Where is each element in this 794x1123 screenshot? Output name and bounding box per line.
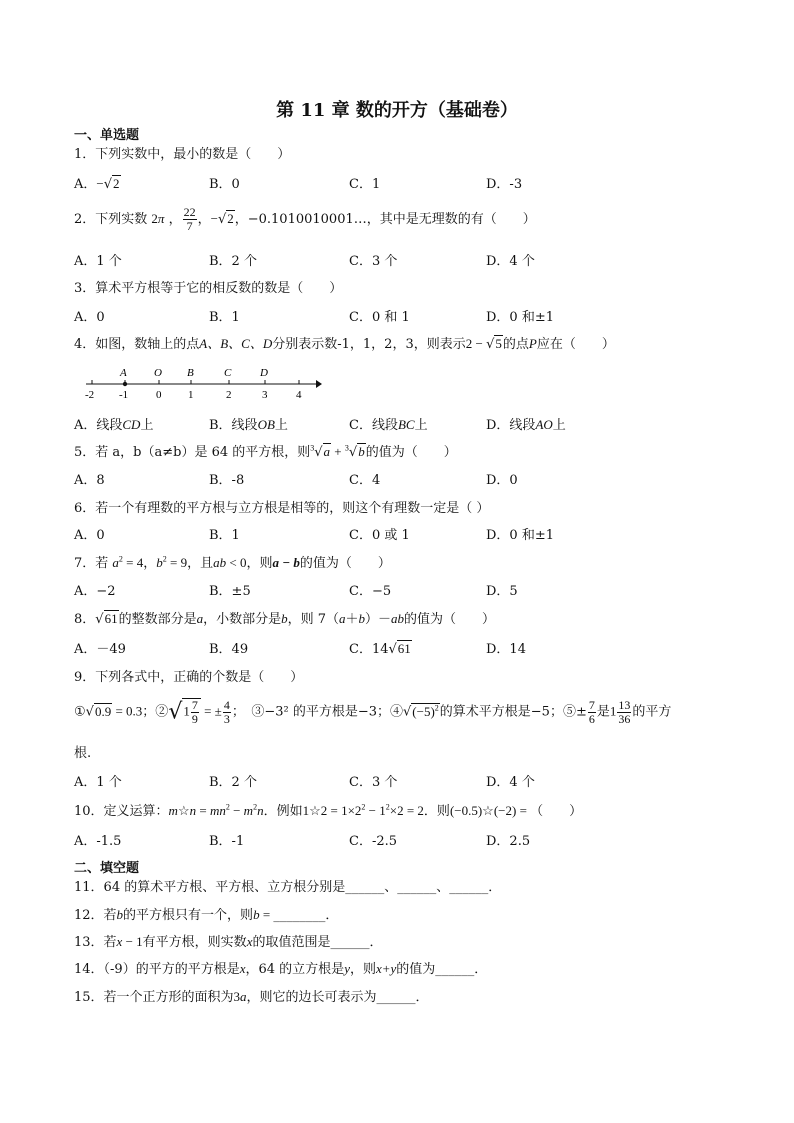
question-3-stem: 3．算术平方根等于它的相反数的数是（ ） [74,281,343,296]
q5-option-b: B．-8 [209,473,245,488]
point-label: D [260,367,268,379]
page-title: 第 11 章 数的开方（基础卷） [276,100,518,121]
q4-option-c: C．线段BC上 [349,417,428,433]
q2-option-a: A．1 个 [74,254,122,269]
q7-option-b: B．±5 [209,584,251,599]
question-9-continuation: 根. [74,746,92,761]
point-label: B [187,367,194,379]
point-label: A [120,367,127,379]
q2-option-d: D．4 个 [486,254,535,269]
point-a-dot [123,382,127,386]
q1-option-a: A．−√2 [74,176,120,192]
question-9-statements: ①√0.9 = 0.3；②√1 $\frac{7}{9}$ = ± $\frac{4}{3}$ ； ③−3² 的平方根是−3；$④√(-5)^2$的算术平方根是−5；⑤± $\frac{7}{6}$ 是1 $\frac{13}{36}$ 的平方 [74,697,672,726]
q6-option-b: B．1 [209,528,240,543]
q8-option-a: A．－49 [74,642,126,657]
number-line-figure [84,364,324,404]
tick-label: 4 [296,389,302,401]
q6-option-a: A．0 [74,528,105,543]
question-6-stem: 6．若一个有理数的平方根与立方根是相等的，则这个有理数一定是（ ） [74,501,490,516]
q6-option-c: C．0 或 1 [349,528,410,543]
q9-option-b: B．2 个 [209,775,257,790]
q5-option-d: D．0 [486,473,518,488]
q10-option-b: B．-1 [209,834,245,849]
tick-label: 2 [226,389,232,401]
point-label: C [224,367,232,379]
question-7-stem: 7．若 $a^2 = 4$，$b^2 = 9$，且ab < 0，则a − b的值为（ ） [74,554,391,571]
q7-option-d: D．5 [486,584,518,599]
question-14-stem: 14．（-9）的平方的平方根是x，64 的立方根是y，则x+y的值为______． [74,961,488,977]
q9-option-a: A．1 个 [74,775,122,790]
q10-option-d: D．2.5 [486,834,531,849]
q9-option-c: C．3 个 [349,775,398,790]
q5-option-a: A．8 [74,473,105,488]
question-5-stem: 5．若 a，b（a≠b）是 64 的平方根，则$^3$√a + $^3$√b的值为（ ） [74,443,457,460]
question-9-stem: 9．下列各式中，正确的个数是（ ） [74,670,304,685]
q4-option-d: D．线段AO上 [486,417,566,433]
q1-option-b: B．0 [209,177,240,192]
question-1-stem: 1．下列实数中，最小的数是（ ） [74,147,291,162]
q7-option-c: C．−5 [349,584,392,599]
q2-option-c: C．3 个 [349,254,398,269]
q8-option-d: D．14 [486,642,526,657]
question-12-stem: 12．若b的平方根只有一个，则b = ________． [74,907,339,923]
section-single-choice: 一、单选题 [74,128,140,143]
tick-label: -1 [119,389,129,401]
question-13-stem: 13．若x − 1有平方根，则实数x的取值范围是______． [74,934,383,950]
q1-option-c: C．1 [349,177,381,192]
q3-option-b: B．1 [209,310,240,325]
q3-option-c: C．0 和 1 [349,310,410,325]
question-8-stem: 8．√61的整数部分是a，小数部分是b，则 7（a＋b）－ab的值为（ ） [74,611,496,627]
section-fill-blank: 二、填空题 [74,861,140,876]
q3-option-d: D．0 和±1 [486,310,554,325]
question-15-stem: 15．若一个正方形的面积为3a，则它的边长可表示为______． [74,989,429,1005]
tick-label: 0 [156,389,162,401]
q4-option-b: B．线段OB上 [209,417,288,433]
tick-label: -2 [85,389,95,401]
question-11-stem: 11．64 的算术平方根、平方根、立方根分别是______、______、______． [74,880,502,895]
q5-option-c: C．4 [349,473,381,488]
point-label: O [154,367,162,379]
question-4-stem: 4．如图，数轴上的点A、B、C、D分别表示数-1，1，2，3，则表示2 − √5的点P应在（ ） [74,336,615,352]
q6-option-d: D．0 和±1 [486,528,554,543]
tick-label: 1 [188,389,194,401]
question-2-stem: 2．下列实数 2π ， $\frac{22}{7}$ ，−√2，−0.1010010001…，其中是无理数的有（ ） [74,205,536,233]
question-10-stem: 10．定义运算：m☆n = $mn^2 - m^2n$．例如1☆2 = $1\times 2^2 - 1^2\times 2 = 2$．则(−0.5)☆(−2) = （ ） [74,802,583,819]
tick-label: 3 [262,389,268,401]
q7-option-a: A．−2 [74,584,116,599]
q9-option-d: D．4 个 [486,775,535,790]
q10-option-c: C．-2.5 [349,834,398,849]
q2-option-b: B．2 个 [209,254,257,269]
q3-option-a: A．0 [74,310,105,325]
q1-option-d: D．-3 [486,177,523,192]
q10-option-a: A．-1.5 [74,834,122,849]
q8-option-c: C．14√61 [349,641,411,657]
arrow-icon [316,380,322,388]
q8-option-b: B．49 [209,642,249,657]
q4-option-a: A．线段CD上 [74,417,154,433]
